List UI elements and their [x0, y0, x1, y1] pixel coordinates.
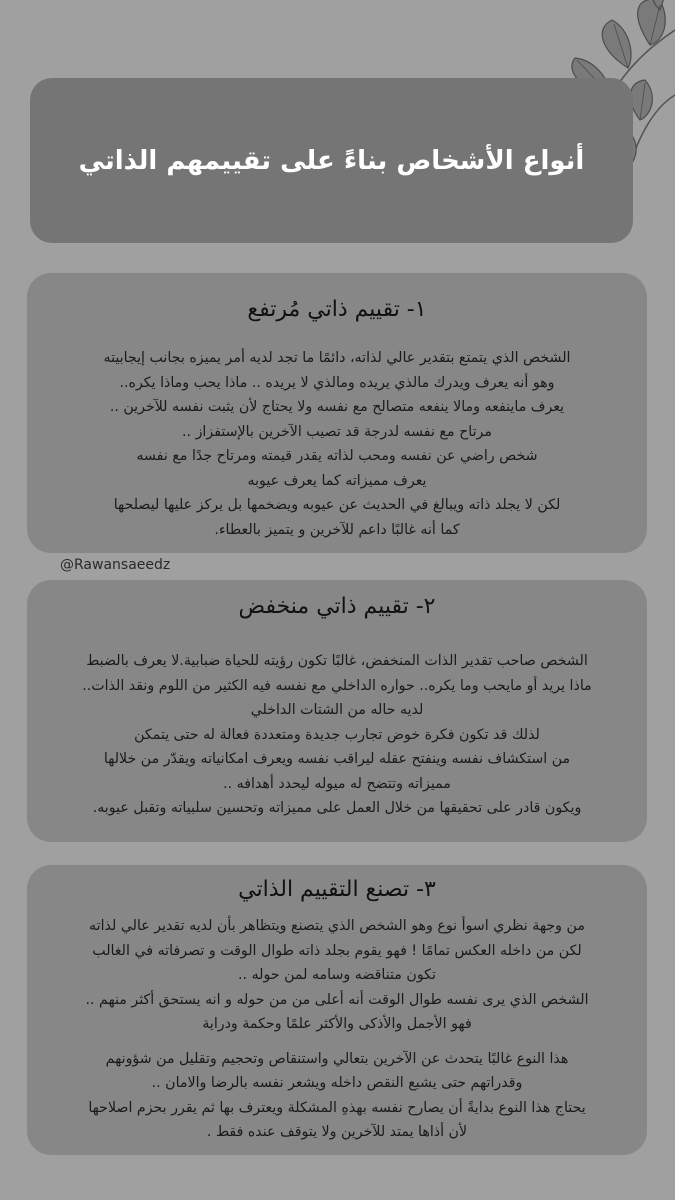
section-heading: ١- تقييم ذاتي مُرتفع — [247, 297, 427, 322]
section-line: وهو أنه يعرف ويدرك مالذي يريده ومالذي لا يريده .. ماذا يحب وماذا يكره.. — [119, 374, 555, 391]
section-line: ماذا يريد أو مايحب وما يكره.. حواره الداخلي مع نفسه فيه الكثير من اللوم ونقد الذات.. — [82, 677, 592, 694]
section-line: لكن لا يجلد ذاته ويبالغ في الحديث عن عيوبه ويضخمها بل يركز عليها ليصلحها — [113, 497, 561, 513]
section-body — [27, 649, 647, 821]
author-handle: @Rawansaeedz — [60, 557, 171, 573]
section-line: لكن من داخله العكس تمامًا ! فهو يقوم بجلد ذاته طوال الوقت و تصرفاته في الغالب — [92, 942, 582, 959]
title-banner — [30, 78, 633, 243]
page-title: أنواع الأشخاص بناءً على تقييمهم الذاتي — [78, 145, 585, 176]
section-line: يعرف مميزاته كما يعرف عيوبه — [247, 472, 427, 489]
section-line: تكون متناقضه وسامه لمن حوله .. — [238, 967, 436, 983]
section-line: لديه حاله من الشتات الداخلي — [250, 702, 424, 718]
section-line: هذا النوع غالبًا يتحدث عن الآخرين بتعالي واستنقاص وتحجيم وتقليل من شؤونهم — [105, 1050, 569, 1067]
section-line: يحتاج هذا النوع بدايةً أن يصارح نفسه بهذهِ المشكلة ويعترف بها ثم يقرر بحزم اصلاحها — [88, 1099, 586, 1116]
paragraph-gap — [27, 1037, 647, 1047]
section-line: من استكشاف نفسه وينفتح عقله ليراقب نفسه ويعرف امكانياته ويقدّر من خلالها — [103, 751, 571, 767]
section-line: شخص راضي عن نفسه ومحب لذاته يقدر قيمته ومرتاح جدًا مع نفسه — [136, 448, 538, 464]
section-heading: ٢- تقييم ذاتي منخفض — [238, 594, 436, 619]
section-line: مميزاته وتتضح له ميوله ليحدد أهدافه .. — [223, 775, 451, 792]
section-line: لأن أذاها يمتد للآخرين ولا يتوقف عنده فقط . — [206, 1124, 468, 1140]
section-line: يعرف ماينفعه ومالا ينفعه متصالح مع نفسه ولا يحتاج لأن يثبت نفسه للآخرين .. — [109, 399, 565, 415]
section-heading: ٣- تصنع التقييم الذاتي — [238, 877, 436, 902]
section-line: مرتاح مع نفسه لدرجة قد تصيب الآخرين بالإستفزاز .. — [182, 423, 492, 440]
section-line: فهو الأجمل والأذكى والأكثر علمًا وحكمة ودراية — [202, 1016, 472, 1032]
section-line: لذلك قد تكون فكرة خوض تجارب جديدة ومتعددة فعالة له حتى يتمكن — [134, 726, 540, 743]
section-line: ويكون قادر على تحقيقها من خلال العمل على مميزاته وتحسين سلبياته وتقبل عيوبه. — [92, 800, 582, 816]
section-line: وقدراتهم حتى يشبع النقص داخله ويشعر نفسه بالرضا والامان .. — [151, 1075, 523, 1091]
section-line: الشخص صاحب تقدير الذات المنخفض، غالبًا تكون رؤيته للحياة ضبابية.لا يعرف بالضبط — [86, 653, 588, 669]
section-high-self-esteem — [27, 273, 647, 553]
section-body — [27, 346, 647, 542]
section-body — [27, 914, 647, 1145]
section-line: الشخص الذي يرى نفسه طوال الوقت أنه أعلى من من حوله و انه يستحق أكثر منهم .. — [85, 991, 589, 1008]
section-line: من وجهة نظري اسوأ نوع وهو الشخص الذي يتصنع ويتظاهر بأن لديه تقدير عالي لذاته — [89, 918, 585, 934]
section-line: كما أنه غالبًا داعم للآخرين و يتميز بالعطاء. — [214, 521, 460, 538]
section-low-self-esteem — [27, 580, 647, 842]
section-line: الشخص الذي يتمتع بتقدير عالي لذاته، دائمًا ما تجد لديه أمر يميزه بجانب إيجابيته — [103, 350, 571, 366]
section-fake-self-esteem — [27, 865, 647, 1155]
